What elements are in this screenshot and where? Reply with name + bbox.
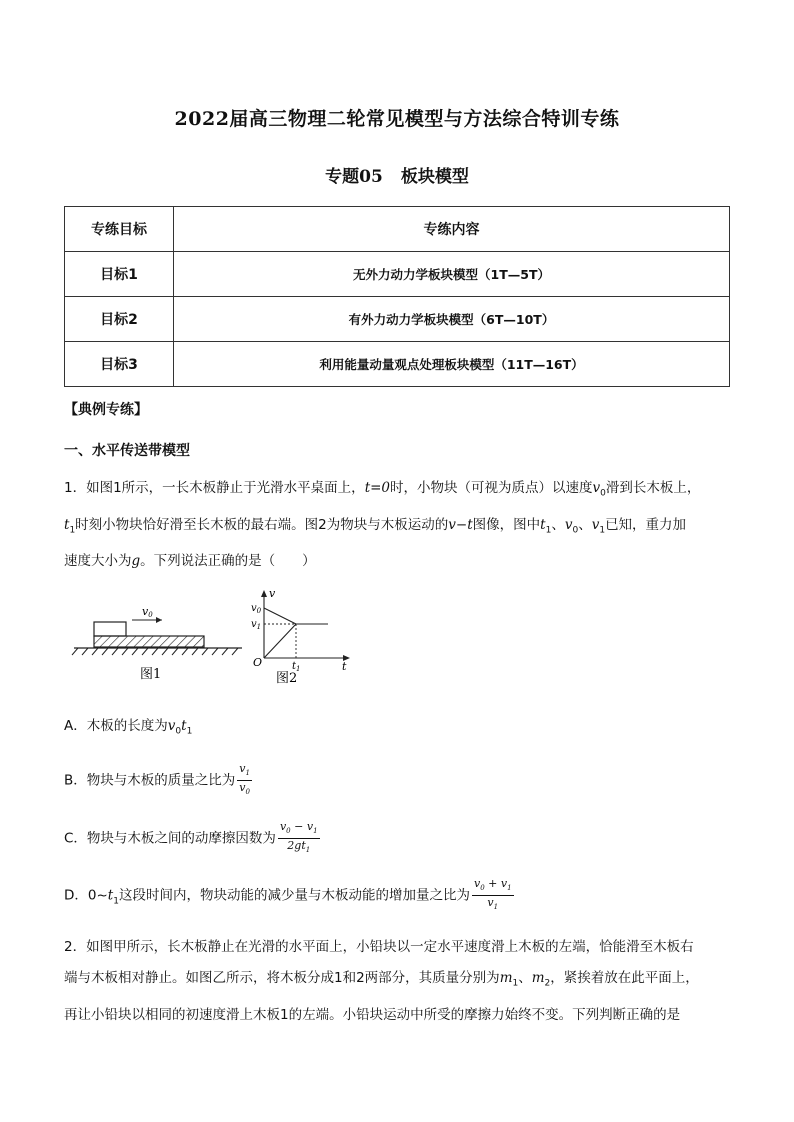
fraction: $\frac{v_0 + v_1}{v_1}$ (473, 877, 512, 912)
origin-label: O (253, 656, 263, 669)
v1-tick-label: $v_1$ (251, 619, 262, 631)
section-heading: 一、水平传送带模型 (64, 443, 190, 459)
v-axis-label: v (269, 587, 276, 600)
t-axis-label: t (342, 660, 347, 673)
option-a: A．木板的长度为$v_0t_1$ (64, 718, 193, 737)
question-1: 1．如图1所示，一长木板静止于光滑水平桌面上，t=0时，小物块（可视为质点）以速度$v_0$滑到长木板上， $t_1$时刻小物块恰好滑至长木板的最右端。图2为物块与木板运动的v−t图像，图中$t_1$、$v_0$、$v_1$已知，重力加 速度大小为g。下列说法正确的是（ ） (64, 480, 701, 570)
option-d: D．$0\sim t_1$这段时间内，物块动能的减少量与木板动能的增加量之比为 $\frac{v_0 + v_1}{v_1}$ (64, 877, 514, 914)
block-velocity-line (264, 608, 296, 624)
goal-cell: 目标2 (65, 297, 174, 342)
document-subtitle (0, 162, 794, 187)
table-header-row (65, 207, 730, 252)
board-shape (94, 636, 204, 647)
option-c: C．物块与木板之间的动摩擦因数为 $\frac{v_0 - v_1}{2gt_1}$ (64, 820, 320, 857)
t1-tick-label: $t_1$ (292, 661, 301, 673)
content-cell: 有外力动力学板块模型（6T—10T） (174, 297, 730, 342)
arrow-head-icon (156, 617, 162, 623)
header-content: 专练内容 (174, 207, 730, 252)
goals-table (64, 206, 730, 387)
question-2: 2．如图甲所示，长木板静止在光滑的水平面上，小铅块以一定水平速度滑上木板的左端，恰能滑至木板右 端与木板相对静止。如图乙所示，将木板分成1和2两部分，其质量分别为$m_1$、$m_2$，紧挨着放在此平面上， 再让小铅块以相同的初速度滑上木板1的左端。小铅块运动中所受的摩擦力始终不变。下列判断正确的是 (64, 939, 699, 1023)
fig1-v0-label: v0 (142, 605, 153, 619)
table-row (65, 342, 730, 387)
goal-cell: 目标3 (65, 342, 174, 387)
option-b: B．物块与木板的质量之比为 $\frac{v_1}{v_0}$ (64, 762, 252, 799)
board-velocity-line (264, 624, 296, 658)
block-shape (94, 622, 126, 636)
fig2-caption: 图2 (276, 671, 298, 686)
table-row (65, 252, 730, 297)
fig1-caption: 图1 (140, 667, 162, 682)
fraction: $\frac{v_1}{v_0}$ (239, 762, 250, 797)
ground-hatch (72, 648, 238, 655)
section-label: 【典例专练】 (64, 402, 148, 418)
document-title: 2022届高三物理二轮常见模型与方法综合特训专练 (174, 108, 620, 130)
content-cell: 利用能量动量观点处理板块模型（11T—16T） (174, 342, 730, 387)
fraction: $\frac{v_0 - v_1}{2gt_1}$ (279, 820, 318, 855)
v-axis-arrow-icon (261, 590, 267, 597)
header-goal: 专练目标 (65, 207, 174, 252)
figure-1 (70, 600, 250, 685)
topic-number: 专题05 (325, 167, 383, 187)
figure-2 (250, 586, 355, 686)
table-row (65, 297, 730, 342)
topic-name: 板块模型 (400, 167, 469, 187)
content-cell: 无外力动力学板块模型（1T—5T） (174, 252, 730, 297)
goal-cell: 目标1 (65, 252, 174, 297)
v0-tick-label: $v_0$ (251, 603, 262, 615)
